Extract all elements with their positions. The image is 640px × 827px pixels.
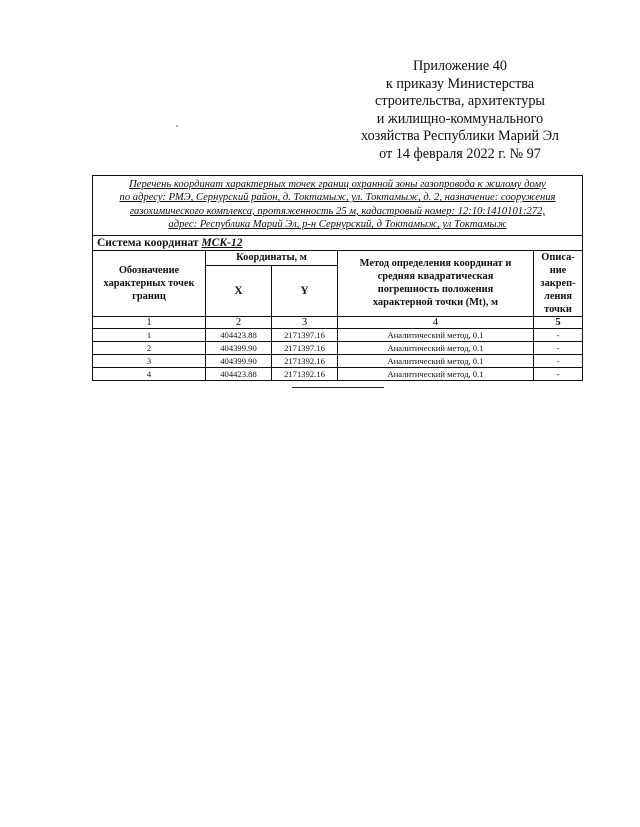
cell-y: 2171397.16 (272, 328, 338, 341)
column-number-row (93, 316, 583, 328)
cell-description: - (534, 328, 583, 341)
appendix-header (330, 58, 590, 164)
header-coords: Координаты, м (206, 250, 338, 266)
header-point: Обозначение характерных точек границ (93, 250, 206, 316)
appendix-line: строительства, архитектуры (375, 93, 545, 110)
cell-x: 404423.88 (206, 367, 272, 380)
cell-description: - (534, 354, 583, 367)
coordinate-system (93, 235, 583, 250)
column-number: 3 (272, 316, 338, 328)
header-x: X (206, 266, 272, 316)
caption-line: адрес: Республика Марий Эл, р-н Сернурский, д Токтамыж, ул Токтамыж (168, 219, 507, 231)
caption-line: Перечень координат характерных точек границ охранной зоны газопровода к жилому дому (129, 179, 546, 190)
cell-method: Аналитический метод, 0.1 (338, 328, 534, 341)
table-row (93, 367, 583, 380)
table-row (93, 341, 583, 354)
column-number: 1 (93, 316, 206, 328)
cell-description: - (534, 367, 583, 380)
cell-y: 2171392.16 (272, 354, 338, 367)
end-divider (292, 387, 384, 388)
appendix-line: Приложение 40 (413, 58, 507, 74)
table-row (93, 328, 583, 341)
header-description: Описа- ние закреп- ления точки (534, 250, 583, 316)
cell-method: Аналитический метод, 0.1 (338, 354, 534, 367)
cell-point: 2 (93, 341, 206, 354)
column-number: 5 (534, 316, 583, 328)
header-row (93, 250, 583, 266)
header-y: Y (272, 266, 338, 316)
caption-line: газохимического комплекса, протяженность 25 м, кадастровый номер: 12:10:1410101:272, (129, 205, 546, 217)
cell-point: 4 (93, 367, 206, 380)
column-number: 4 (338, 316, 534, 328)
column-number: 2 (206, 316, 272, 328)
appendix-line: к приказу Министерства (385, 75, 535, 92)
cell-point: 3 (93, 354, 206, 367)
system-row (93, 235, 583, 250)
coordinates-table (92, 175, 583, 381)
cell-point: 1 (93, 328, 206, 341)
caption-line: по адресу: РМЭ, Сернурский район, д. Токтамыж, ул. Токтамыж, д. 2, назначение: сооружения (119, 192, 556, 204)
caption-row (93, 176, 583, 236)
cell-y: 2171392.16 (272, 367, 338, 380)
appendix-line: и жилищно-коммунального (376, 110, 544, 127)
header-method: Метод определения координат и средняя квадратическая погрешность положения характерной точки (Mt), м (338, 250, 534, 316)
cell-method: Аналитический метод, 0.1 (338, 367, 534, 380)
cell-x: 404399.90 (206, 354, 272, 367)
system-value: МСК-12 (201, 236, 243, 249)
table-row (93, 354, 583, 367)
cell-x: 404423.88 (206, 328, 272, 341)
cell-description: - (534, 341, 583, 354)
appendix-line: хозяйства Республики Марий Эл (361, 128, 559, 145)
cell-method: Аналитический метод, 0.1 (338, 341, 534, 354)
scan-speck (176, 125, 178, 127)
appendix-line: от 14 февраля 2022 г. № 97 (379, 145, 541, 162)
cell-x: 404399.90 (206, 341, 272, 354)
table-caption (93, 176, 583, 236)
cell-y: 2171397.16 (272, 341, 338, 354)
system-label: Система координат (97, 236, 199, 249)
